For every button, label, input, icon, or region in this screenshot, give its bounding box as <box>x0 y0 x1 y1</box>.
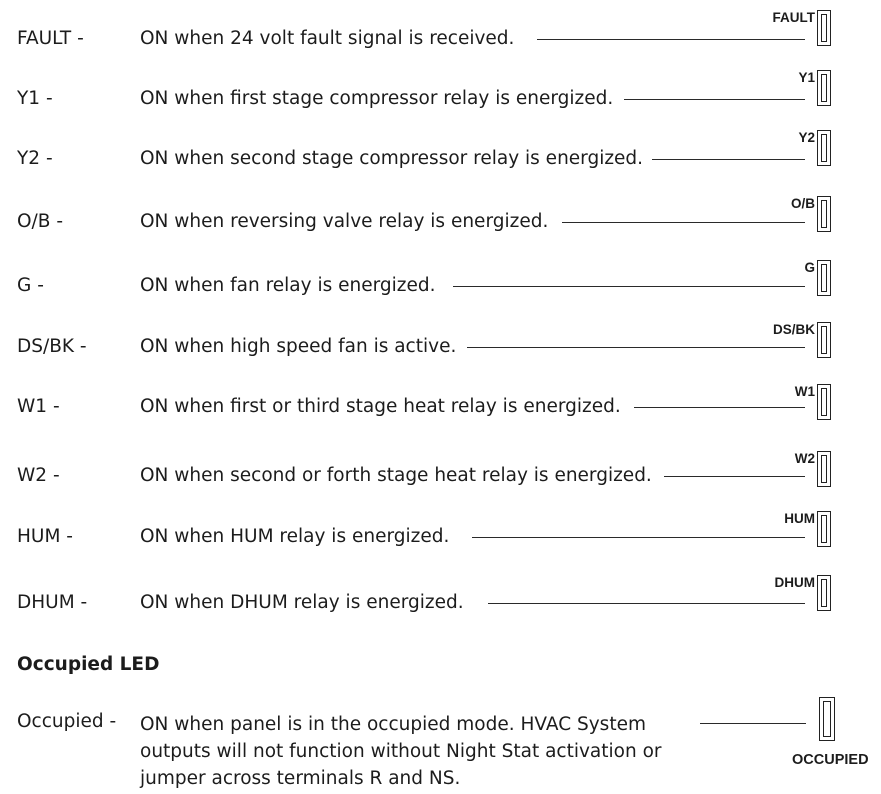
led-description: ON when high speed fan is active. <box>140 336 457 357</box>
led-label: G <box>804 260 815 275</box>
led-label: W2 <box>794 451 815 466</box>
leader-line <box>664 476 805 477</box>
led-description: ON when first stage compressor relay is energized. <box>140 88 614 109</box>
led-term: DS/BK - <box>17 336 87 357</box>
led-term: O/B - <box>17 211 64 232</box>
occupied-description: ON when panel is in the occupied mode. HVAC System outputs will not function without Night Stat activation or jumper across terminals R and NS. <box>140 714 662 789</box>
led-term: Y1 - <box>17 88 53 109</box>
led-term: W1 - <box>17 396 60 417</box>
led-term: W2 - <box>17 465 60 486</box>
led-term: FAULT - <box>17 28 84 49</box>
led-description: ON when second or forth stage heat relay is energized. <box>140 465 652 486</box>
led-row-w2 <box>0 451 881 499</box>
led-label: W1 <box>794 384 815 399</box>
led-term: G - <box>17 275 44 296</box>
led-description: ON when reversing valve relay is energized. <box>140 211 549 232</box>
led-row-hum <box>0 511 881 560</box>
leader-line <box>453 286 805 287</box>
led-row-ob <box>0 196 881 245</box>
leader-line <box>634 407 805 408</box>
led-indicator-icon <box>817 10 831 46</box>
led-row-dsbk <box>0 322 881 370</box>
led-term: DHUM - <box>17 592 88 613</box>
led-label: O/B <box>790 196 815 211</box>
led-indicator-icon <box>817 511 831 547</box>
led-label: HUM <box>784 511 815 526</box>
led-row-w1 <box>0 384 881 430</box>
leader-line <box>467 347 805 348</box>
led-label: DHUM <box>774 575 815 590</box>
led-term: HUM - <box>17 526 73 547</box>
led-row-y2 <box>0 130 881 182</box>
led-indicator-icon <box>817 70 831 106</box>
led-row-y1 <box>0 70 881 122</box>
led-indicator-icon <box>817 130 831 166</box>
led-label: Y2 <box>798 130 815 145</box>
section-heading: Occupied LED <box>17 654 160 675</box>
led-row-dhum <box>0 575 881 626</box>
led-indicator-icon <box>817 196 831 232</box>
leader-line <box>562 222 805 223</box>
led-row-fault <box>0 10 881 62</box>
leader-line <box>472 537 805 538</box>
led-indicator-icon <box>817 260 831 296</box>
led-description: ON when first or third stage heat relay is energized. <box>140 396 621 417</box>
led-description: ON when 24 volt fault signal is received. <box>140 28 515 49</box>
occupied-term: Occupied - <box>17 711 117 732</box>
led-row-g <box>0 260 881 309</box>
led-label: FAULT <box>772 10 815 25</box>
led-label: DS/BK <box>772 322 815 337</box>
leader-line <box>537 39 805 40</box>
led-description: ON when second stage compressor relay is energized. <box>140 148 644 169</box>
led-description: ON when HUM relay is energized. <box>140 526 450 547</box>
led-term: Y2 - <box>17 148 53 169</box>
leader-line <box>488 603 805 604</box>
leader-line <box>624 99 805 100</box>
led-indicator-icon <box>817 322 831 358</box>
leader-line <box>652 159 805 160</box>
led-indicator-icon <box>817 384 831 420</box>
led-indicator-icon <box>817 451 831 487</box>
led-indicator-icon <box>817 575 831 611</box>
occupied-led-label: OCCUPIED <box>792 752 869 768</box>
led-description: ON when DHUM relay is energized. <box>140 592 464 613</box>
occupied-led-indicator-icon <box>819 697 835 741</box>
leader-line <box>700 723 806 724</box>
led-description: ON when fan relay is energized. <box>140 275 436 296</box>
led-label: Y1 <box>798 70 815 85</box>
